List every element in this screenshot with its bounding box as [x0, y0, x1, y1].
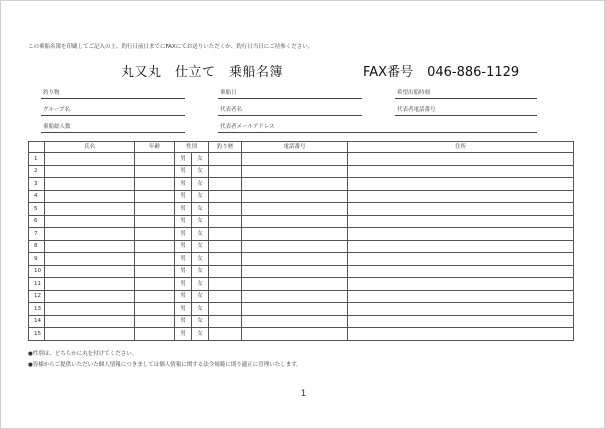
cell-phone[interactable]	[242, 303, 348, 316]
cell-gender-female[interactable]: 女	[192, 303, 209, 316]
row-number: 7	[29, 228, 45, 241]
cell-phone[interactable]	[242, 203, 348, 216]
header-name: 氏名	[45, 142, 135, 153]
header-experience: 釣り歴	[209, 142, 242, 153]
cell-age[interactable]	[135, 265, 175, 278]
row-number: 5	[29, 203, 45, 216]
cell-gender-male[interactable]: 男	[175, 215, 192, 228]
row-number: 10	[29, 265, 45, 278]
row-number: 4	[29, 190, 45, 203]
field-label: グループ名	[43, 107, 71, 113]
row-number: 6	[29, 215, 45, 228]
cell-experience[interactable]	[209, 315, 242, 328]
cell-gender-female[interactable]: 女	[192, 203, 209, 216]
cell-gender-female[interactable]: 女	[192, 190, 209, 203]
cell-gender-female[interactable]: 女	[192, 290, 209, 303]
cell-name[interactable]	[45, 303, 135, 316]
cell-phone[interactable]	[242, 328, 348, 341]
table-row	[29, 190, 574, 203]
cell-gender-male[interactable]: 男	[175, 290, 192, 303]
cell-name[interactable]	[45, 153, 135, 166]
cell-address[interactable]	[348, 315, 574, 328]
cell-age[interactable]	[135, 328, 175, 341]
cell-phone[interactable]	[242, 190, 348, 203]
field-boarding-date[interactable]	[218, 87, 362, 99]
cell-phone[interactable]	[242, 265, 348, 278]
row-number: 15	[29, 328, 45, 341]
fax-label: FAX番号	[363, 65, 414, 80]
row-number: 3	[29, 178, 45, 191]
cell-name[interactable]	[45, 290, 135, 303]
cell-address[interactable]	[348, 278, 574, 291]
cell-experience[interactable]	[209, 290, 242, 303]
cell-age[interactable]	[135, 215, 175, 228]
cell-age[interactable]	[135, 165, 175, 178]
cell-phone[interactable]	[242, 240, 348, 253]
cell-address[interactable]	[348, 165, 574, 178]
cell-address[interactable]	[348, 228, 574, 241]
cell-age[interactable]	[135, 315, 175, 328]
page-title: 丸又丸 仕立て 乗船名簿	[121, 65, 284, 80]
cell-address[interactable]	[348, 290, 574, 303]
cell-name[interactable]	[45, 228, 135, 241]
table-row	[29, 328, 574, 341]
field-representative-phone[interactable]	[395, 104, 537, 116]
cell-gender-female[interactable]: 女	[192, 215, 209, 228]
cell-experience[interactable]	[209, 215, 242, 228]
cell-name[interactable]	[45, 203, 135, 216]
row-number: 14	[29, 315, 45, 328]
cell-name[interactable]	[45, 265, 135, 278]
cell-gender-male[interactable]: 男	[175, 153, 192, 166]
cell-gender-male[interactable]: 男	[175, 228, 192, 241]
header-index	[29, 142, 45, 153]
cell-age[interactable]	[135, 253, 175, 266]
table-row	[29, 228, 574, 241]
cell-phone[interactable]	[242, 290, 348, 303]
cell-experience[interactable]	[209, 228, 242, 241]
cell-phone[interactable]	[242, 178, 348, 191]
cell-gender-male[interactable]: 男	[175, 278, 192, 291]
cell-gender-male[interactable]: 男	[175, 190, 192, 203]
header-age: 年齢	[135, 142, 175, 153]
table-row	[29, 153, 574, 166]
row-number: 11	[29, 278, 45, 291]
note-gender: ●性別は、どちらかに丸を付けてください。	[28, 351, 138, 357]
cell-address[interactable]	[348, 328, 574, 341]
header-address: 住所	[348, 142, 574, 153]
row-number: 12	[29, 290, 45, 303]
cell-phone[interactable]	[242, 165, 348, 178]
table-row	[29, 278, 574, 291]
cell-gender-male[interactable]: 男	[175, 203, 192, 216]
field-label: 代表者電話番号	[397, 107, 436, 113]
cell-address[interactable]	[348, 203, 574, 216]
cell-experience[interactable]	[209, 278, 242, 291]
row-number: 13	[29, 303, 45, 316]
field-label: 乗船日	[220, 90, 237, 96]
cell-gender-male[interactable]: 男	[175, 315, 192, 328]
cell-gender-female[interactable]: 女	[192, 265, 209, 278]
cell-gender-female[interactable]: 女	[192, 253, 209, 266]
header-phone: 電話番号	[242, 142, 348, 153]
cell-address[interactable]	[348, 240, 574, 253]
cell-phone[interactable]	[242, 278, 348, 291]
cell-experience[interactable]	[209, 240, 242, 253]
table-row	[29, 178, 574, 191]
cell-gender-male[interactable]: 男	[175, 303, 192, 316]
cell-gender-male[interactable]: 男	[175, 165, 192, 178]
cell-gender-female[interactable]: 女	[192, 153, 209, 166]
cell-experience[interactable]	[209, 253, 242, 266]
cell-address[interactable]	[348, 153, 574, 166]
table-header-row	[29, 142, 574, 153]
cell-age[interactable]	[135, 240, 175, 253]
cell-name[interactable]	[45, 190, 135, 203]
cell-name[interactable]	[45, 253, 135, 266]
cell-name[interactable]	[45, 328, 135, 341]
table-row	[29, 215, 574, 228]
field-fishing-target[interactable]	[41, 87, 185, 99]
cell-age[interactable]	[135, 153, 175, 166]
cell-gender-male[interactable]: 男	[175, 265, 192, 278]
cell-name[interactable]	[45, 215, 135, 228]
cell-address[interactable]	[348, 303, 574, 316]
cell-phone[interactable]	[242, 153, 348, 166]
cell-gender-female[interactable]: 女	[192, 278, 209, 291]
cell-experience[interactable]	[209, 203, 242, 216]
cell-phone[interactable]	[242, 228, 348, 241]
cell-gender-male[interactable]: 男	[175, 178, 192, 191]
table-row	[29, 240, 574, 253]
field-group-name[interactable]	[41, 104, 185, 116]
table-row	[29, 265, 574, 278]
field-label: 希望出船時刻	[397, 90, 431, 96]
field-desired-departure[interactable]	[395, 87, 537, 99]
field-representative-email[interactable]	[218, 121, 537, 133]
table-row	[29, 303, 574, 316]
cell-name[interactable]	[45, 240, 135, 253]
field-label: 代表者名	[220, 107, 243, 113]
field-label: 釣り物	[43, 90, 60, 96]
table-row	[29, 315, 574, 328]
row-number: 1	[29, 153, 45, 166]
cell-experience[interactable]	[209, 303, 242, 316]
cell-phone[interactable]	[242, 253, 348, 266]
cell-age[interactable]	[135, 203, 175, 216]
cell-experience[interactable]	[209, 165, 242, 178]
cell-gender-male[interactable]: 男	[175, 253, 192, 266]
cell-address[interactable]	[348, 178, 574, 191]
cell-phone[interactable]	[242, 315, 348, 328]
page-number: 1	[300, 389, 307, 399]
cell-gender-female[interactable]: 女	[192, 328, 209, 341]
cell-name[interactable]	[45, 178, 135, 191]
row-number: 8	[29, 240, 45, 253]
table-row	[29, 203, 574, 216]
cell-address[interactable]	[348, 265, 574, 278]
cell-gender-female[interactable]: 女	[192, 228, 209, 241]
row-number: 9	[29, 253, 45, 266]
cell-gender-male[interactable]: 男	[175, 328, 192, 341]
cell-age[interactable]	[135, 228, 175, 241]
passenger-table	[28, 141, 574, 341]
cell-experience[interactable]	[209, 265, 242, 278]
field-passenger-count[interactable]	[41, 121, 185, 133]
cell-gender-female[interactable]: 女	[192, 240, 209, 253]
instruction-text: この乗船名簿を印刷してご記入の上、釣行日前日までにFAXにてお送りいただくか、釣行日当日にご持参ください。	[28, 44, 314, 50]
cell-name[interactable]	[45, 315, 135, 328]
field-label: 代表者メールアドレス	[220, 124, 275, 130]
cell-experience[interactable]	[209, 328, 242, 341]
header-gender: 性別	[175, 142, 209, 153]
cell-age[interactable]	[135, 190, 175, 203]
cell-gender-female[interactable]: 女	[192, 315, 209, 328]
cell-age[interactable]	[135, 290, 175, 303]
field-representative-name[interactable]	[218, 104, 362, 116]
cell-name[interactable]	[45, 278, 135, 291]
cell-address[interactable]	[348, 253, 574, 266]
cell-gender-male[interactable]: 男	[175, 240, 192, 253]
cell-age[interactable]	[135, 303, 175, 316]
fax-number-value: 046-886-1129	[427, 65, 520, 80]
cell-gender-female[interactable]: 女	[192, 165, 209, 178]
cell-experience[interactable]	[209, 190, 242, 203]
cell-name[interactable]	[45, 165, 135, 178]
cell-age[interactable]	[135, 278, 175, 291]
cell-age[interactable]	[135, 178, 175, 191]
cell-gender-female[interactable]: 女	[192, 178, 209, 191]
cell-address[interactable]	[348, 190, 574, 203]
table-body	[29, 153, 574, 341]
cell-experience[interactable]	[209, 153, 242, 166]
cell-phone[interactable]	[242, 215, 348, 228]
fax-number	[363, 61, 519, 80]
cell-address[interactable]	[348, 215, 574, 228]
field-label: 乗船総人数	[43, 124, 71, 130]
note-privacy: ●皆様からご提供いただいた個人情報につきましては個人情報に関する法令規範に則り適正に管理いたします。	[28, 362, 302, 368]
table-row	[29, 253, 574, 266]
row-number: 2	[29, 165, 45, 178]
notes	[28, 349, 302, 371]
table-row	[29, 165, 574, 178]
cell-experience[interactable]	[209, 178, 242, 191]
table-row	[29, 290, 574, 303]
